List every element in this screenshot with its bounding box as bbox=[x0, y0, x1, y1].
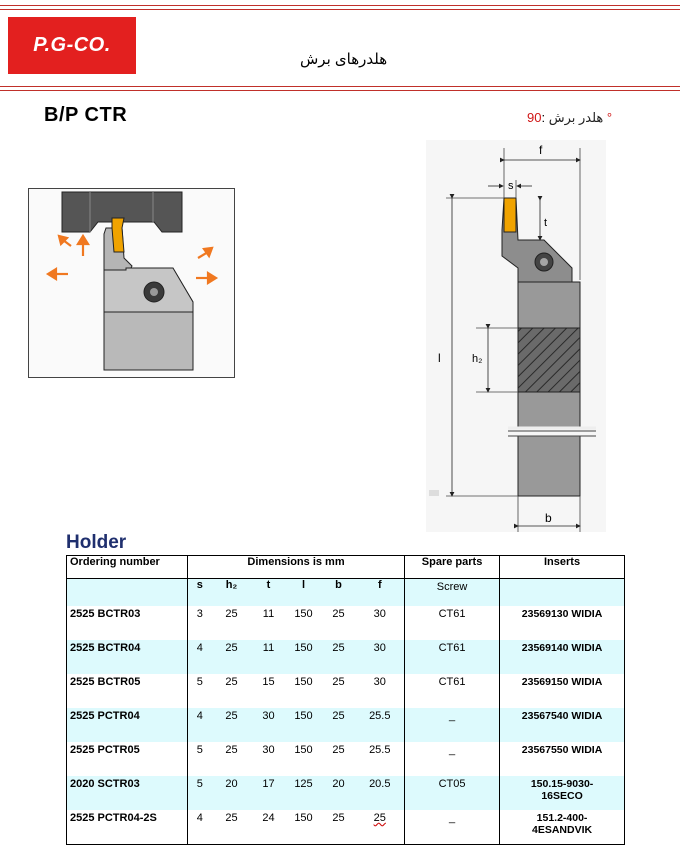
spare-part-cell: CT05 bbox=[405, 776, 500, 810]
insert-cell: 151.2-400- 4ESANDVIK bbox=[500, 810, 625, 845]
header-rule-bottom-2 bbox=[0, 90, 680, 91]
technical-drawing bbox=[426, 140, 606, 532]
dim-s-cell: 5 bbox=[196, 676, 203, 688]
dim-h2-cell: 25 bbox=[225, 676, 238, 688]
dim-l-cell: 150 bbox=[286, 708, 322, 742]
dim-h2-cell: 20 bbox=[212, 776, 252, 810]
drawing-section-hatch bbox=[518, 328, 580, 392]
sub-l: l bbox=[286, 579, 322, 607]
header-rule-top bbox=[0, 5, 680, 6]
sub-b: b bbox=[322, 579, 356, 607]
table-row bbox=[67, 640, 625, 674]
dim-label-f: f bbox=[539, 143, 543, 157]
ordering-number-cell: 2020 SCTR03 bbox=[67, 776, 188, 810]
angle-value: 90 bbox=[527, 110, 542, 125]
dim-f-cell: 25.5 bbox=[356, 708, 405, 742]
table-row bbox=[67, 742, 625, 776]
ordering-number-cell: 2525 PCTR05 bbox=[67, 742, 188, 776]
table-row bbox=[67, 674, 625, 708]
angle-label bbox=[527, 110, 612, 126]
dim-f-cell: 20.5 bbox=[356, 776, 405, 810]
insert-shape bbox=[112, 218, 124, 252]
dim-s-cell: 4 bbox=[188, 708, 212, 742]
header-rule-bottom bbox=[0, 86, 680, 87]
dim-t-cell: 11 bbox=[262, 608, 275, 620]
header-rule-top-2 bbox=[0, 9, 680, 10]
dim-t-cell: 30 bbox=[262, 744, 275, 756]
dim-label-l: l bbox=[438, 351, 441, 365]
dim-b-cell: 25 bbox=[322, 640, 356, 674]
dim-b-cell: 25 bbox=[332, 676, 345, 688]
dim-f-cell: 30 bbox=[356, 640, 405, 674]
sub-h2: h₂ bbox=[212, 579, 252, 607]
dim-h2-cell: 25 bbox=[212, 640, 252, 674]
ordering-number-cell: 2525 PCTR04-2S bbox=[67, 810, 188, 845]
table-body bbox=[67, 606, 625, 845]
dim-t-cell: 30 bbox=[252, 708, 286, 742]
spare-part-cell: CT61 bbox=[405, 640, 500, 674]
insert-cell: 23567540 WIDIA bbox=[500, 708, 625, 742]
table-header-row bbox=[67, 556, 625, 579]
ordering-number-cell: 2525 BCTR03 bbox=[67, 606, 188, 640]
header-dimensions: Dimensions is mm bbox=[188, 556, 405, 579]
insert-cell: 23569130 WIDIA bbox=[500, 606, 625, 640]
company-logo bbox=[8, 17, 136, 74]
spare-part-cell: _ bbox=[405, 742, 500, 776]
ordering-number-cell: 2525 BCTR04 bbox=[67, 640, 188, 674]
dim-s-cell: 4 bbox=[188, 810, 212, 845]
angle-colon: : bbox=[541, 110, 546, 125]
dim-s-cell: 3 bbox=[196, 608, 203, 620]
dim-t-cell: 15 bbox=[262, 676, 275, 688]
dim-l-cell: 150 bbox=[286, 810, 322, 845]
sub-screw: Screw bbox=[405, 579, 500, 607]
header-ordering: Ordering number bbox=[67, 556, 188, 579]
dim-s-cell: 5 bbox=[188, 776, 212, 810]
dim-l-cell: 150 bbox=[294, 608, 313, 620]
dim-l-cell: 150 bbox=[286, 640, 322, 674]
table-subheader-row bbox=[67, 579, 625, 607]
spare-part-cell: _ bbox=[405, 708, 500, 742]
sub-s: s bbox=[188, 579, 212, 607]
dim-s-cell: 5 bbox=[196, 744, 203, 756]
spare-part-cell: CT61 bbox=[405, 674, 500, 708]
application-sketch bbox=[28, 188, 235, 378]
dim-h2-cell: 25 bbox=[212, 810, 252, 845]
spare-part-cell: CT61 bbox=[405, 606, 500, 640]
product-code: B/P CTR bbox=[44, 104, 128, 126]
dim-t-cell: 17 bbox=[252, 776, 286, 810]
dim-t-cell: 24 bbox=[252, 810, 286, 845]
dim-l-cell: 150 bbox=[294, 676, 313, 688]
holder-table bbox=[66, 555, 625, 845]
logo-text: P.G-CO. bbox=[33, 34, 111, 56]
dim-b-cell: 25 bbox=[322, 810, 356, 845]
spare-part-cell: _ bbox=[405, 810, 500, 845]
table-row bbox=[67, 606, 625, 640]
dim-f-cell: 25.5 bbox=[369, 744, 391, 756]
dim-t-cell: 11 bbox=[252, 640, 286, 674]
angle-desc: هلدر برش bbox=[548, 110, 604, 125]
insert-cell: 150.15-9030- 16SECO bbox=[500, 776, 625, 810]
dim-label-b: b bbox=[545, 511, 552, 525]
dim-f-cell: 25 bbox=[356, 810, 405, 845]
dim-h2-cell: 25 bbox=[225, 608, 238, 620]
dim-b-cell: 25 bbox=[322, 708, 356, 742]
dim-l-cell: 125 bbox=[286, 776, 322, 810]
dim-label-t: t bbox=[544, 217, 548, 229]
insert-cell: 23567550 WIDIA bbox=[500, 742, 625, 776]
dim-h2-cell: 25 bbox=[225, 744, 238, 756]
sub-t: t bbox=[252, 579, 286, 607]
holder-title: Holder bbox=[66, 532, 127, 553]
dim-f-cell: 30 bbox=[373, 608, 386, 620]
dim-f-cell: 30 bbox=[373, 676, 386, 688]
header-inserts: Inserts bbox=[500, 556, 625, 579]
dim-h2-cell: 25 bbox=[212, 708, 252, 742]
dim-l-cell: 150 bbox=[294, 744, 313, 756]
dim-b-cell: 25 bbox=[332, 608, 345, 620]
insert-cell: 23569140 WIDIA bbox=[500, 640, 625, 674]
table-row bbox=[67, 810, 625, 845]
dim-s-cell: 4 bbox=[188, 640, 212, 674]
insert-cell: 23569150 WIDIA bbox=[500, 674, 625, 708]
drawing-insert bbox=[504, 198, 516, 232]
dim-b-cell: 20 bbox=[322, 776, 356, 810]
ordering-number-cell: 2525 PCTR04 bbox=[67, 708, 188, 742]
degree-sign: ° bbox=[606, 110, 613, 125]
ordering-number-cell: 2525 BCTR05 bbox=[67, 674, 188, 708]
sub-f: f bbox=[356, 579, 405, 607]
dim-label-s: s bbox=[508, 180, 514, 192]
dim-label-h2: h₂ bbox=[472, 353, 483, 365]
header-spare: Spare parts bbox=[405, 556, 500, 579]
table-row bbox=[67, 708, 625, 742]
table-row bbox=[67, 776, 625, 810]
dim-b-cell: 25 bbox=[332, 744, 345, 756]
page-title: هلدرهای برش bbox=[300, 51, 388, 68]
